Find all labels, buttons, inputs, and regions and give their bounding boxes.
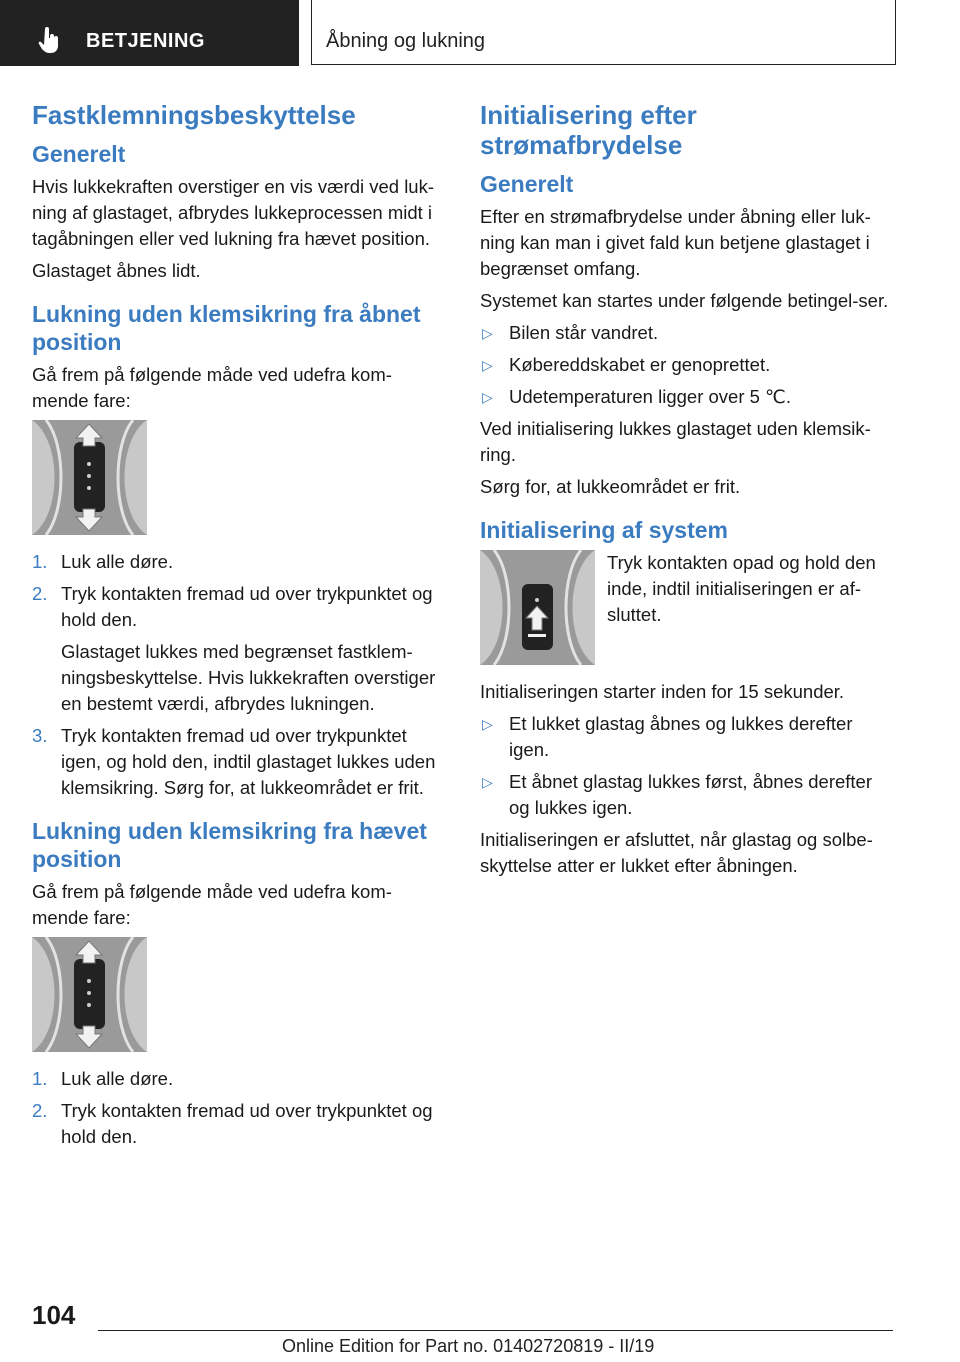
left-column [32,100,448,1156]
list-item: 2. Tryk kontakten fremad ud over trykpunktet og hold den. [32,1100,433,1147]
list-item: ▷ Bilen står vandret. [480,320,896,346]
right-column [480,100,896,885]
page-number: 104 [32,1300,76,1330]
paragraph: Initialiseringen er afsluttet, når glastag og solbe-skyttelse atter er lukket efter åbningen. [480,829,873,876]
list-item: ▷ Et lukket glastag åbnes og lukkes derefter igen. [482,713,853,760]
switch-forward-illustration [32,420,147,535]
paragraph: Glastaget åbnes lidt. [32,260,201,281]
page-header [0,0,960,66]
list-item: ▷ Købereddskabet er genoprettet. [480,352,896,378]
conditions-list [480,320,896,410]
paragraph: Systemet kan startes under følgende betingel-ser. [480,290,889,311]
paragraph: Gå frem på følgende måde ved udefra kom-mende fare: [32,881,392,928]
triangle-bullet-icon: ▷ [482,325,493,341]
triangle-bullet-icon: ▷ [482,774,493,790]
paragraph: Sørg for, at lukkeområdet er frit. [480,476,741,497]
steps-list-2 [32,1066,448,1150]
section-tab-label: BETJENING [86,30,205,52]
system-bullets [480,711,896,821]
heading-lukning-aabnet: Lukning uden klemsikring fra åbnet position [32,301,421,355]
figure-caption: Tryk kontakten opad og hold den inde, indtil initialiseringen er af-sluttet. [607,552,876,625]
list-item: ▷ Et åbnet glastag lukkes først, åbnes derefter og lukkes igen. [482,771,872,818]
paragraph: Efter en strømafbrydelse under åbning eller luk-ning kan man i givet fald kun betjene glastaget i begrænset omfang. [480,206,871,279]
triangle-bullet-icon: ▷ [482,389,493,405]
figure-row [480,550,896,665]
paragraph: Initialiseringen starter inden for 15 sekunder. [480,681,845,702]
paragraph: Ved initialisering lukkes glastaget uden klemsik-ring. [480,418,871,465]
list-item: 1. Luk alle døre. [32,551,174,572]
section-tab[interactable] [0,0,299,66]
steps-list-1 [32,549,448,801]
switch-up-illustration [480,550,595,665]
paragraph: Hvis lukkekraften overstiger en vis værdi ved luk-ning af glastaget, afbrydes lukkeprocessen midt i tagåbningen eller ved lukning fra hævet position. [32,176,435,249]
heading-lukning-haevet: Lukning uden klemsikring fra hævet position [32,818,427,872]
edition-text: Online Edition for Part no. 01402720819 - II/19 [282,1336,655,1356]
breadcrumb: Åbning og lukning [326,30,486,52]
paragraph: Gå frem på følgende måde ved udefra kom-mende fare: [32,364,392,411]
list-item: 3. Tryk kontakten fremad ud over trykpunktet igen, og hold den, indtil glastaget lukkes uden klemsikring. Sørg for, at lukkeområdet er frit. [32,725,436,798]
heading-generelt-right: Generelt [480,171,574,197]
heading-initialisering-system: Initialisering af system [480,517,728,543]
triangle-bullet-icon: ▷ [482,716,493,732]
list-item: 1. Luk alle døre. [32,1068,174,1089]
list-item: 2. Tryk kontakten fremad ud over trykpunktet og hold den. Glastaget lukkes med begrænset fastklem-ningsbeskyttelse. Hvis lukkekraften overstiger en bestemt værdi, afbrydes lukningen. [32,583,436,714]
heading-generelt: Generelt [32,141,126,167]
list-item: ▷ Udetemperaturen ligger over 5 ℃. [480,384,896,410]
hand-pointer-icon [38,26,62,54]
heading-initialisering: Initialisering efter strømafbrydelse [480,100,697,160]
footer-divider [98,1330,893,1331]
switch-forward-illustration-2 [32,937,147,1052]
heading-fastklemningsbeskyttelse: Fastklemningsbeskyttelse [32,100,356,130]
triangle-bullet-icon: ▷ [482,357,493,373]
